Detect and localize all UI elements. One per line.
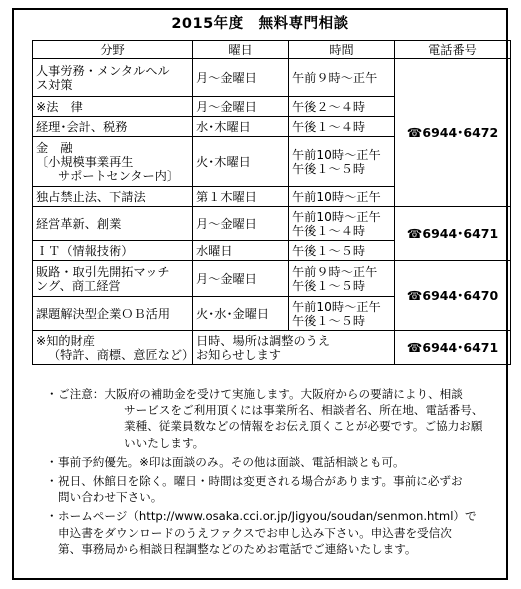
day-cell: 月～金曜日 [193, 207, 289, 241]
note-item [46, 454, 508, 470]
time-line: 午後１～５時 [292, 313, 366, 328]
phone-cell: ☎6944･6471 [395, 207, 511, 261]
time-cell [289, 137, 395, 187]
field-cell [33, 59, 193, 97]
header-field: 分野 [33, 41, 193, 59]
note-line: ホームページ（http://www.osaka.cci.or.jp/Jigyou/soudan/senmon.html）で [58, 509, 477, 524]
day-time-line: お知らせします [196, 347, 281, 362]
field-cell: 課題解決型企業ＯＢ活用 [33, 297, 193, 331]
field-label: 金 融 [36, 140, 73, 155]
phone-cell: ☎6944･6470 [395, 261, 511, 331]
time-line: 午前９時～正午 [292, 264, 378, 279]
note-line: 問い合わせ下さい。 [58, 490, 163, 505]
header-day: 曜日 [193, 41, 289, 59]
field-cell: ＩＴ（情報技術） [33, 241, 193, 261]
field-cell [33, 137, 193, 187]
field-label: 販路・取引先開拓マッチ [36, 264, 170, 279]
note-line: 第、事務局から相談日程調整などのためお電話でご連絡いたします。 [58, 541, 417, 556]
schedule-table [32, 40, 511, 365]
phone-cell: ☎6944･6471 [395, 331, 511, 365]
note-line: サービスをご利用頂くには事業所名、相談者名、所在地、電話番号、 [124, 403, 484, 418]
field-label: （特許、商標、意匠など） [48, 347, 195, 362]
bullet: ・ [46, 387, 58, 401]
day-time-line: 日時、場所は調整のうえ [196, 333, 331, 348]
time-line: 午前10時～正午 [292, 299, 381, 314]
time-cell [289, 261, 395, 297]
phone-cell: ☎6944･6472 [395, 59, 511, 207]
field-label: 〔小規模事業再生 [36, 154, 134, 169]
field-cell: 独占禁止法、下請法 [33, 187, 193, 207]
field-cell [33, 261, 193, 297]
table-row [33, 261, 511, 297]
time-line: 午前10時～正午 [292, 147, 381, 162]
note-line: 祝日、休館日を除く。曜日・時間は変更される場合があります。事前に必ずお [58, 474, 463, 489]
page-title: 2015年度 無料専門相談 [171, 16, 349, 32]
notes-section [46, 386, 508, 560]
time-cell: 午後２～４時 [289, 97, 395, 117]
field-label: ※知的財産 [36, 333, 95, 348]
day-cell: 第１木曜日 [193, 187, 289, 207]
time-cell [289, 207, 395, 241]
table-header-row [33, 41, 511, 59]
day-time-cell [193, 331, 395, 365]
header-phone: 電話番号 [395, 41, 511, 59]
time-line: 午後１～５時 [292, 278, 366, 293]
day-cell: 水曜日 [193, 241, 289, 261]
note-line: 申込書をダウンロードのうえファクスでお申し込み下さい。申込書を受信次 [58, 525, 452, 540]
time-cell: 午後１～４時 [289, 117, 395, 137]
time-cell: 午後１～５時 [289, 241, 395, 261]
table-row [33, 331, 511, 365]
time-cell [289, 297, 395, 331]
day-cell: 火･木曜日 [193, 137, 289, 187]
table-row [33, 59, 511, 97]
note-line: いいたします。 [124, 435, 205, 450]
note-line: 業種、従業員数などの情報をお伝え頂くことが必要です。ご協力お願 [124, 419, 483, 434]
note-item [46, 508, 508, 557]
field-label: サポートセンター内〕 [58, 168, 180, 183]
field-cell: 経理･会計、税務 [33, 117, 193, 137]
bullet: ・ [46, 454, 58, 469]
bullet: ・ [46, 509, 58, 524]
field-label: ス対策 [36, 77, 73, 92]
day-cell: 月～金曜日 [193, 261, 289, 297]
day-cell: 火･水･金曜日 [193, 297, 289, 331]
time-cell: 午前９時～正午 [289, 59, 395, 97]
field-label: 人事労務・メンタルヘル [36, 63, 170, 78]
note-line: ご注意：大阪府の補助金を受けて実施します。大阪府からの要請により、相談 [58, 387, 463, 401]
time-line: 午後１～５時 [292, 161, 366, 176]
time-line: 午後１～４時 [292, 223, 366, 238]
header-time: 時間 [289, 41, 395, 59]
time-line: 午前10時～正午 [292, 209, 381, 224]
note-item [46, 473, 508, 505]
bullet: ・ [46, 474, 58, 489]
field-cell: 経営革新、創業 [33, 207, 193, 241]
table-row [33, 207, 511, 241]
time-cell: 午前10時～正午 [289, 187, 395, 207]
note-line: 事前予約優先。※印は面談のみ。その他は面談、電話相談とも可。 [58, 454, 405, 469]
field-cell [33, 331, 193, 365]
day-cell: 水･木曜日 [193, 117, 289, 137]
day-cell: 月～金曜日 [193, 97, 289, 117]
field-label: ング、商工経営 [36, 278, 121, 293]
day-cell: 月～金曜日 [193, 59, 289, 97]
consultation-notice [12, 8, 508, 580]
field-cell: ※法 律 [33, 97, 193, 117]
note-item [46, 386, 508, 451]
